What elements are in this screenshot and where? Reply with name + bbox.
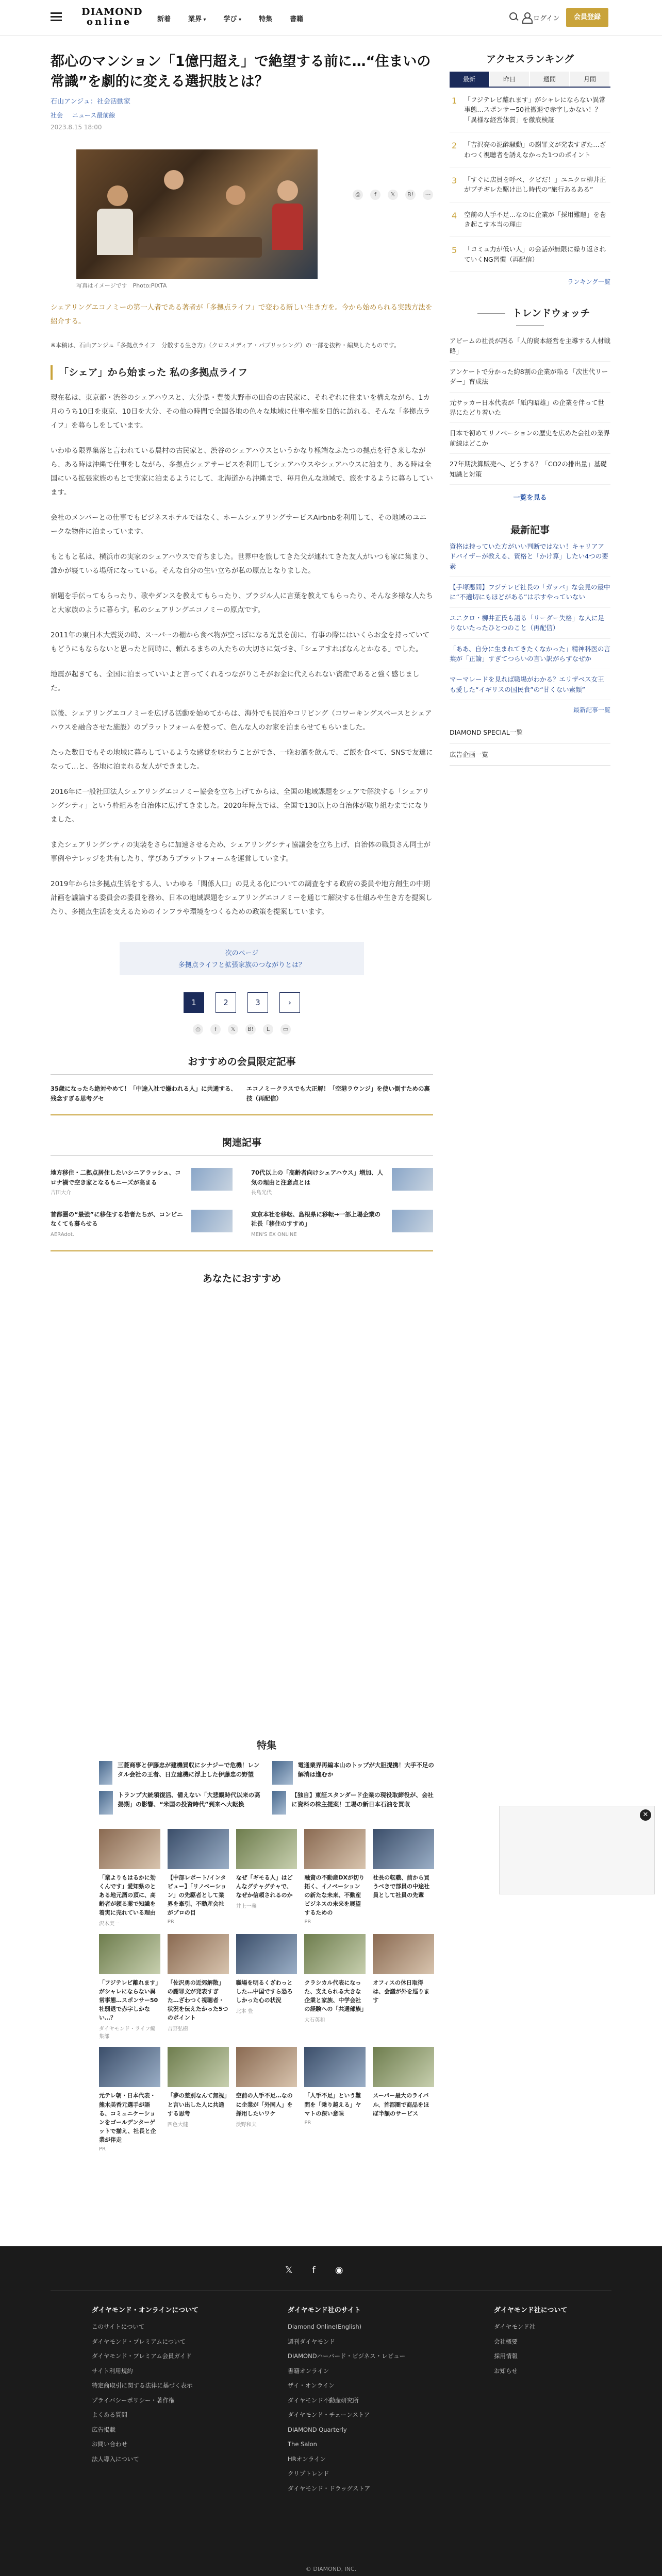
article [51, 52, 433, 1285]
footer-col-about [92, 2307, 198, 2471]
facebook-icon[interactable]: f [370, 190, 380, 200]
members-heading: おすすめの会員限定記事 [188, 1056, 296, 1068]
close-icon[interactable]: ✕ [640, 1809, 651, 1821]
article-photo [76, 149, 318, 279]
paragraph: 宿題を手伝ってもらったり、歌やダンスを教えてもらったり、ブラジル人に言葉を教えてもらったり、そんな多様な人たちと大家族のように暮らす。私のシェアリングエコノミーの原点です。 [51, 592, 433, 615]
ranking-more-link[interactable]: ランキング一覧 [567, 278, 610, 286]
article-author[interactable]: 石山アンジュ：社会活動家 [51, 98, 130, 106]
ranking-item[interactable]: 1 「フジテレビ離れます」がシャレにならない異常事態…スポンサー50社撤退で赤字しかない！？「異様な経営体質」を徹底検証 [450, 88, 610, 132]
members-item[interactable]: 35歳になったら絶対やめて！「中途入社で嫌われる人」に共通する、残念すぎる思考グセ [51, 1085, 237, 1102]
trend-item[interactable]: 元サッカー日本代表が「紙内昭雄」の企業を伴って世界にたどり着いた [450, 393, 610, 423]
card-title: 職場を明るくざわっとした…中国ですら恐ろしかった心の状況 [236, 1979, 293, 2004]
related-item[interactable] [51, 1210, 233, 1239]
footer-link[interactable]: ダイヤモンド不動産研究所 [288, 2396, 359, 2404]
article-body [51, 391, 433, 919]
footer-link[interactable]: プライバシーポリシー・著作権 [92, 2396, 175, 2404]
line-icon[interactable]: L [263, 1024, 273, 1035]
card-meta: 井上一義 [236, 1904, 257, 1910]
paragraph: 地震が起きても、全国に泊まっていいよと言ってくれるつながりこそがお金に代えられない資産であると強く感じました。 [51, 670, 420, 693]
ad-banner[interactable] [499, 1806, 655, 1894]
facebook-icon[interactable]: f [312, 2265, 316, 2276]
next-page-box[interactable] [120, 942, 364, 975]
card-meta: PR [304, 1919, 311, 1925]
latest-item[interactable]: 【手塚悪間】フジテレビ社長の「ガッバ」な会見の最中に“不適切にもほどがある”は示すやっていない [450, 577, 610, 608]
tab-yesterday[interactable]: 昨日 [490, 72, 529, 87]
special-link[interactable]: DIAMOND SPECIAL一覧 [450, 721, 610, 743]
page-3[interactable]: 3 [247, 992, 268, 1013]
site-logo[interactable] [81, 7, 143, 27]
card-thumb [373, 2047, 434, 2087]
footer-link[interactable]: ダイヤモンド社 [494, 2323, 536, 2330]
card-title: クラシカル代表になった、支えられる大きな企業と家族、中学会社の経験への「共通部族」 [304, 1979, 367, 2013]
site-header [0, 0, 662, 36]
card-title: 社長の転職、前から買うべきで部員の中途社員として社員の先輩 [373, 1874, 430, 1899]
share-bar [353, 190, 433, 200]
related-thumb [191, 1168, 233, 1191]
share-bar-bottom [51, 1024, 433, 1035]
ranking-title: 空前の人手不足…なのに企業が「採用難題」を巻き起こす本当の理由 [464, 210, 606, 228]
next-page-title: 多拠点ライフと拡張家族のつながりとは？ [178, 961, 306, 969]
footer-link[interactable]: お知らせ [494, 2367, 518, 2375]
footer-link[interactable]: The Salon [288, 2441, 317, 2448]
feature-item[interactable] [99, 1761, 261, 1785]
feature-title: トランプ大統領復活、備えない「大悲観時代以来の高揚期」の影響、“米国の投資時代”到来へ大転換 [118, 1791, 260, 1808]
card-title: なぜ「ギモる人」はどんなグチャグチャで、なぜか信頼されるのか [236, 1874, 293, 1899]
ranking-item[interactable]: 5 「コミュ力が低い人」の会話が無限に繰り返されていくNG習慣（再配信） [450, 237, 610, 272]
paragraph: またシェアリングシティの実装をさらに加速させるため、シェアリングシティ協議会を立ち上げ、自治体の職員さん同士が事例やナレッジを共有したり、学びあうプラットフォームを運営しています。 [51, 841, 431, 863]
card-title: オフィスの休日取得は、会議が外を巡ります [373, 1979, 430, 2004]
related-item[interactable] [251, 1210, 433, 1239]
card-thumb [236, 1829, 297, 1869]
photo-caption: 写真はイメージです Photo:PIXTA [76, 282, 167, 290]
ranking-item[interactable]: 4 空前の人手不足…なのに企業が「採用難題」を巻き起こす本当の理由 [450, 202, 610, 238]
recommend-card[interactable] [304, 2047, 366, 2151]
card-thumb [99, 1829, 160, 1869]
footer-link[interactable]: ダイヤモンド・プレミアムについて [92, 2337, 186, 2345]
bookmark-icon[interactable]: ▭ [280, 1024, 291, 1035]
logo-line1: DIAMOND [81, 6, 143, 18]
feature-title: 三菱商事と伊藤忠が建機買収にシナジーで危機！レンタル会社の王者、日立建機に浮上した伊藤忠の野望 [117, 1761, 260, 1778]
footer-link[interactable]: 書籍オンライン [288, 2367, 329, 2375]
x-icon[interactable]: 𝕏 [228, 1024, 238, 1035]
article-title: 都心のマンション「1億円超え」で絶望する前に…“住まいの常識”を劇的に変える選択肢とは？ [51, 54, 431, 90]
card-thumb [168, 1829, 229, 1869]
feature-title: 【独自】東証スタンダード企業の現役取締役が、会社に資料の株主提案！工場の新日本石油を買収 [291, 1791, 434, 1808]
next-page-label: 次のページ [225, 950, 259, 958]
paragraph: たった数日でもその地域に暮らしているような感覚を味わうことができ、一晩お酒を飲んで、ご飯を食べて、SNSで友達になって…と、各地に泊まれる友人ができました。 [51, 749, 433, 771]
site-footer [0, 2246, 662, 2576]
article-lead: シェアリングエコノミーの第一人者である著者が「多拠点ライフ」で変わる新しい生き方を。今から始められる実践方法を紹介する。 [51, 303, 433, 326]
feature-item[interactable] [272, 1791, 434, 1815]
footer-social [285, 2265, 343, 2276]
related-list [51, 1168, 433, 1239]
tab-monthly[interactable]: 月間 [570, 72, 609, 87]
paragraph: いわゆる限界集落と言われている農村の古民家と、渋谷のシェアハウスというかなり極端なふたつの拠点を行き来しながら、ある時は沖縄で仕事をしながら、多拠点シェアサービスを利用してシェアハウスやシェアハウスに泊まり、ある時は全国にいる拡張家族のもとで実家に泊まるようにして、北海道から沖縄まで、毎月色んな地域で、旅をするように暮らしています。 [51, 447, 433, 497]
recommend-card[interactable] [99, 1829, 160, 1927]
card-thumb [304, 1934, 366, 1974]
card-title: 空前の人手不足…なのに企業が「外国人」を採用したいワケ [236, 2092, 293, 2117]
article-categories [51, 111, 433, 120]
recommend-card[interactable] [168, 1934, 229, 2040]
card-title: 「夢の差別なんて無視」と言い出した人に共通する思考 [167, 2092, 227, 2117]
footer-col-sites [288, 2307, 405, 2500]
footer-link[interactable]: 広告掲載 [92, 2426, 115, 2433]
global-nav [157, 13, 303, 23]
category-link[interactable]: 社会 [51, 112, 63, 120]
footer-link[interactable]: 採用情報 [494, 2352, 518, 2360]
footer-heading: ダイヤモンド社のサイト [288, 2307, 361, 2314]
trend-item[interactable]: アビームの社長が語る「人的資本経営を主導する人材戦略」 [450, 331, 610, 362]
footer-col-company [494, 2307, 567, 2383]
paragraph: 2019年からは多拠点生活をする人、いわゆる「関係人口」の見える化についての調査をする政府の委員や地方創生の中期計画を議論する委員会の委員を務め、日本の地域課題をシェアリングエコノミーを通じて解決する仕組みや生き方を提案したり、多拠点生活を支えるためのインフラや環境をつくるための政策を提案しています。 [51, 880, 433, 917]
paragraph: 会社のメンバーとの仕事でもビジネスホテルではなく、ホームシェアリングサービスAirbnbを利用して、その地域のユニークな物件に泊まっています。 [51, 514, 427, 536]
related-meta: MEN'S EX ONLINE [251, 1231, 297, 1238]
paragraph: 2016年に一般社団法人シェアリングエコノミー協会を立ち上げてからは、全国の地域課題をシェアで解決する「シェアリングシティ」という枠組みを自治体に広げてきました。2020年時点では、全国で130以上の自治体が取り組むまでになりました。 [51, 788, 429, 824]
latest-heading: 最新記事 [510, 524, 550, 536]
footer-link[interactable]: 週刊ダイヤモンド [288, 2337, 335, 2345]
card-meta: 吉野弘樹 [167, 2026, 188, 2032]
footer-link[interactable]: お問い合わせ [92, 2441, 127, 2448]
related-meta: 吉田大介 [51, 1190, 71, 1196]
footer-link[interactable]: DIAMOND Quarterly [288, 2426, 347, 2433]
footer-heading: ダイヤモンド・オンラインについて [92, 2307, 199, 2314]
members-item[interactable]: エコノミークラスでも大正解！「空港ラウンジ」を使い倒すための裏技（再配信） [246, 1085, 430, 1102]
related-item[interactable] [51, 1168, 233, 1197]
ranking-item[interactable]: 3 「すぐに店員を呼べ、クビだ！」ユニクロ柳井正がブチギレた駆け出し時代の“旅行あるある” [450, 167, 610, 202]
card-title: スーパー最大のライバル、首都圏で商品をほぼ半額のサービス [373, 2092, 429, 2117]
sidebar [450, 52, 610, 766]
paragraph: 現在私は、東京都・渋谷のシェアハウスと、大分県・豊後大野市の田舎の古民家に、それぞれに住まいを構えながら、1カ月のうち10日を東京、10日を大分、その他の時間で全国各地の色々な地域に仕事や旅を目的に訪れる、そんな「多拠点ライフ」を暮らしをしています。 [51, 394, 431, 430]
tab-latest[interactable]: 最新 [450, 72, 489, 87]
footer-link[interactable]: ダイヤモンド・プレミアム会員ガイド [92, 2352, 192, 2360]
join-button[interactable]: 会員登録 [566, 8, 608, 27]
footer-link[interactable]: このサイトについて [92, 2323, 145, 2330]
facebook-icon[interactable]: f [210, 1024, 221, 1035]
latest-item[interactable]: 資格は持っていた方がいい判断ではない！キャリアアドバイザーが教える、資格と「かけ算」したい4つの要素 [450, 536, 610, 577]
latest-item[interactable]: ユニクロ・柳井正氏も語る「リーダー失格」な人に足りないたったひとつのこと（再配信） [450, 608, 610, 639]
recommend-card[interactable] [99, 1934, 160, 2040]
trend-heading: トレンドウォッチ [450, 306, 610, 331]
card-thumb [304, 1829, 366, 1869]
card-title: 「業よりもはるかに効くんです」愛知県のとある地元酒の頂に、高齢者が頼る薬で知識を着実に売れている理由 [99, 1874, 156, 1917]
related-heading: 関連記事 [222, 1137, 261, 1149]
trend-item[interactable]: 日本で初めてリノベーションの歴史を広めた会社の業界前線はどこか [450, 423, 610, 454]
related-title: 東京本社を移転、島根県に移転→一部上場企業の社長「移住のすすめ」 [251, 1211, 381, 1228]
article-date: 2023.8.15 18:00 [51, 124, 102, 131]
footer-link[interactable]: サイト利用規約 [92, 2367, 133, 2375]
x-icon[interactable]: 𝕏 [285, 2265, 293, 2276]
recommend-card[interactable] [99, 2047, 160, 2151]
footer-link[interactable]: 会社概要 [494, 2337, 518, 2345]
related-title: 地方移住・二拠点居住したいシニアラッシュ、コロナ禍で空き家となるもニーズが高まる [51, 1169, 181, 1186]
ranking-tabs [450, 72, 610, 88]
related-item[interactable] [251, 1168, 433, 1197]
footer-link[interactable]: 法人導入について [92, 2455, 139, 2463]
card-title: 元テレ朝・日本代表・熊木美香元選手が語る、コミュニケーションをゴールデンターゲットで揃え、社長と企業が伴走 [99, 2092, 156, 2143]
nav-new[interactable]: 新着 [157, 15, 171, 23]
print-icon[interactable]: ⎙ [193, 1024, 203, 1035]
footer-heading: ダイヤモンド社について [494, 2307, 568, 2314]
card-thumb [236, 1934, 297, 1974]
feature-item[interactable] [99, 1791, 261, 1815]
page-next[interactable]: › [279, 992, 300, 1013]
related-meta: 長島光代 [251, 1190, 272, 1196]
paragraph: 2011年の東日本大震災の時、スーパーの棚から食べ物が空っぽになる光景を前に、有事の際にはいくらお金を持っていてもどうにもならないと思ったと同時に、頼れるまちの人たちの大切さに気づき、「シェアすればなんとかなる」でした。 [51, 631, 430, 654]
feature-section [99, 1738, 434, 2152]
nav-feature[interactable]: 特集 [259, 15, 273, 23]
footer-link[interactable]: よくある質問 [92, 2411, 127, 2418]
foryou-heading: あなたにおすすめ [202, 1273, 282, 1284]
ranking-title: 「吉沢亮の泥酔騒動」の謝罪文が発表すぎた…ざわつく視聴者を誘えなかった1つのポイント [464, 141, 606, 159]
footer-link[interactable]: ダイヤモンド・チェーンストア [288, 2411, 370, 2418]
card-title: 【中部レポート/インタビュー】「リノベーション」の先駆者として業界を牽引、不動産会社がプロの目 [167, 1874, 226, 1917]
user-icon[interactable] [522, 12, 531, 22]
card-meta: 四色大健 [167, 2122, 188, 2128]
recommend-grid [99, 1829, 434, 2152]
login-link[interactable]: ログイン [533, 15, 560, 23]
recommend-card[interactable] [236, 1934, 297, 2040]
card-meta: PR [304, 2120, 311, 2126]
related-thumb [392, 1168, 433, 1191]
card-title: 「フジテレビ離れます」がシャレにならない異常事態…スポンサー50社弱退で赤字しかない…？ [99, 1979, 158, 2022]
footer-link[interactable]: ダイヤモンド・ドラッグストア [288, 2484, 371, 2492]
article-note: ※本稿は、石山アンジュ『多拠点ライフ 分散する生き方』（クロスメディア・パブリッシング）の一部を抜粋・編集したものです。 [51, 342, 400, 349]
card-thumb [168, 1934, 229, 1974]
page-1[interactable]: 1 [184, 992, 204, 1013]
feature-item[interactable] [272, 1761, 434, 1785]
footer-link[interactable]: クリプトレンド [288, 2470, 329, 2477]
nav-industry[interactable]: 業界 ▾ [188, 13, 206, 23]
footer-link[interactable]: ザイ・オンライン [288, 2382, 335, 2389]
footer-link[interactable]: HRオンライン [288, 2455, 326, 2463]
card-meta: PR [167, 1919, 174, 1925]
menu-icon[interactable] [51, 12, 62, 22]
recommend-card[interactable] [304, 1829, 366, 1927]
card-title: 「人手不足」という難問を「乗り越える」ヤマトの深い意味 [304, 2092, 361, 2117]
search-icon[interactable] [508, 11, 520, 23]
feature-heading: 特集 [256, 1740, 276, 1751]
card-meta: 北本 豊 [236, 2009, 253, 2015]
more-icon[interactable]: ⋯ [423, 190, 433, 200]
recommend-card[interactable] [304, 1934, 366, 2040]
recommend-card[interactable] [236, 1829, 297, 1927]
nav-learn[interactable]: 学び ▾ [224, 13, 242, 23]
related-thumb [191, 1210, 233, 1232]
recommend-card[interactable] [168, 2047, 229, 2151]
members-list [51, 1084, 433, 1103]
card-thumb [236, 2047, 297, 2087]
ranking-heading: アクセスランキング [486, 54, 574, 65]
card-meta: 浜野和夫 [236, 2122, 257, 2128]
footer-link[interactable]: DIAMONDハーバード・ビジネス・レビュー [288, 2352, 406, 2360]
copyright: © DIAMOND, INC. [305, 2566, 357, 2572]
footer-link[interactable]: 特定商取引に関する法律に基づく表示 [92, 2382, 193, 2389]
pagination [51, 992, 433, 1013]
recommend-card[interactable] [373, 1829, 434, 1927]
nav-books[interactable]: 書籍 [290, 15, 304, 23]
rss-icon[interactable]: ◉ [335, 2265, 343, 2276]
card-thumb [304, 2047, 366, 2087]
hatena-icon[interactable]: B! [245, 1024, 256, 1035]
related-title: 首都圏の“最強”に移住する若者たちが、コンビニなくても暮らせる [51, 1211, 183, 1228]
card-thumb [168, 2047, 229, 2087]
recommend-card[interactable] [373, 2047, 434, 2151]
card-title: 融資の不動産DXが切り拓く、イノベーションの新たな未来、不動産ビジネスの未来を展望するための [304, 1874, 365, 1917]
card-thumb [99, 1934, 160, 1974]
paragraph: もともと私は、横浜市の実家のシェアハウスで育ちました。世界中を旅してきた父が連れてきた友人がいつも家に集まり、誰かが寝ている場所になっている。そんな自分の生い立ちが私の原点となりました。 [51, 553, 433, 575]
x-icon[interactable]: 𝕏 [388, 190, 398, 200]
recommend-card[interactable] [168, 1829, 229, 1927]
latest-more-link[interactable]: 最新記事一覧 [573, 706, 610, 714]
card-meta: ダイヤモンド・ライフ編集部 [99, 2026, 156, 2040]
page-2[interactable]: 2 [216, 992, 236, 1013]
latest-item[interactable]: マーマレードを見れば職場がわかる？エリザベス女王も愛した“イギリスの国民食”の“甘くない素顔” [450, 669, 610, 700]
hatena-icon[interactable]: B! [405, 190, 416, 200]
ranking-title: 「フジテレビ離れます」がシャレにならない異常事態…スポンサー50社撤退で赤字しかない！？「異様な経営体質」を徹底検証 [464, 96, 606, 124]
card-meta: 沢木実一 [99, 1921, 120, 1927]
trend-item[interactable]: アンケートで分かった約8割の企業が陥る「次世代リーダー」育成法 [450, 362, 610, 393]
ranking-title: 「すぐに店員を呼べ、クビだ！」ユニクロ柳井正がブチギレた駆け出し時代の“旅行あるある” [464, 175, 606, 194]
footer-link[interactable]: Diamond Online(English) [288, 2323, 362, 2330]
tab-weekly[interactable]: 週間 [530, 72, 569, 87]
section-heading: 「シェア」から始まった 私の多拠点ライフ [51, 365, 433, 380]
card-thumb [373, 1934, 434, 1974]
feature-list [99, 1761, 434, 1815]
recommend-card[interactable] [373, 1934, 434, 2040]
latest-item[interactable]: 「ああ、自分に生まれてきたくなかった」精神科医の言葉が「正論」すぎてつらいの言い訳がらずなぜか [450, 639, 610, 670]
category-link[interactable]: ニュース最前線 [72, 112, 115, 120]
card-thumb [99, 2047, 160, 2087]
ranking-item[interactable]: 2 「吉沢亮の泥酔騒動」の謝罪文が発表すぎた…ざわつく視聴者を誘えなかった1つのポイント [450, 132, 610, 167]
feature-title: 電通業界再編本山のトップが大胆提携！大手不足の解消は進むか [297, 1761, 434, 1778]
paragraph: 以後、シェアリングエコノミーを広げる活動を始めてからは、海外でも民泊やコリビング（コワーキングスペースとシェアハウスを融合させた施設）のプラットフォームを使って、色んな人のお家を泊まらせてもらいました。 [51, 709, 432, 732]
recommend-card[interactable] [236, 2047, 297, 2151]
card-meta: 大石英和 [304, 2018, 325, 2024]
card-title: 「佐沢勇の近郊解散」の謝罪文が発表すぎた…ざわつく視聴者・状況を伝えたかった5つのポイント [167, 1979, 228, 2022]
related-title: 70代以上の「高齢者向けシェアハウス」増加、人気の理由と注意点とは [251, 1169, 384, 1186]
card-meta: PR [99, 2146, 106, 2152]
related-meta: AERAdot. [51, 1231, 74, 1238]
ads-link[interactable]: 広告企画一覧 [450, 743, 610, 766]
related-thumb [392, 1210, 433, 1232]
logo-line2: online [87, 16, 132, 27]
card-thumb [373, 1829, 434, 1869]
trend-more-link[interactable]: 一覧を見る [513, 494, 547, 502]
trend-item[interactable]: 27年期決算販売へ、どうする？「CO2の排出量」基礎知識と対策 [450, 454, 610, 485]
ranking-title: 「コミュ力が低い人」の会話が無限に繰り返されていくNG習慣（再配信） [464, 245, 606, 263]
print-icon[interactable]: ⎙ [353, 190, 363, 200]
